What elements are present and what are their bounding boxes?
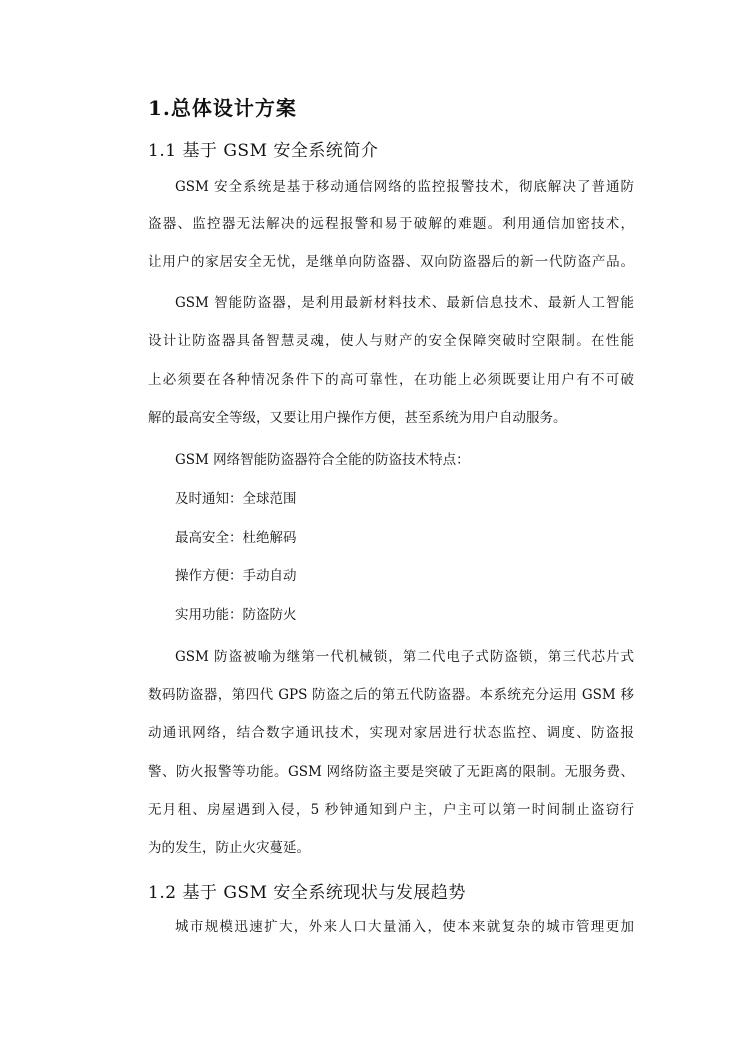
paragraph-line: 城市规模迅速扩大，外来人口大量涌入，使本来就复杂的城市管理更加 — [175, 919, 634, 935]
paragraph-line: 无月租、房屋遇到入侵，5 秒钟通知到户主，户主可以第一时间制止盗窃行 — [148, 802, 634, 818]
feature-item: 及时通知：全球范围 — [175, 491, 297, 507]
feature-item: 实用功能：防盗防火 — [175, 607, 297, 623]
section-heading-1-1: 1.1 基于 GSM 安全系统简介 — [148, 141, 379, 161]
paragraph-line: 动通讯网络，结合数字通讯技术，实现对家居进行状态监控、调度、防盗报 — [148, 725, 634, 741]
paragraph-line: 为的发生，防止火灾蔓延。 — [148, 840, 310, 856]
paragraph-line: 解的最高安全等级，又要让用户操作方便，甚至系统为用户自动服务。 — [148, 410, 567, 426]
feature-item: 操作方便：手动自动 — [175, 568, 297, 584]
paragraph-line: GSM 网络智能防盗器符合全能的防盗技术特点： — [175, 452, 470, 468]
feature-item: 最高安全：杜绝解码 — [175, 530, 297, 546]
paragraph-line: 设计让防盗器具备智慧灵魂，使人与财产的安全保障突破时空限制。在性能 — [148, 333, 634, 349]
paragraph-line: GSM 防盗被喻为继第一代机械锁，第二代电子式防盗锁，第三代芯片式 — [175, 649, 634, 665]
document-title: 1.总体设计方案 — [148, 96, 297, 120]
paragraph-line: 警、防火报警等功能。GSM 网络防盗主要是突破了无距离的限制。无服务费、 — [148, 764, 634, 780]
paragraph-line: 让用户的家居安全无忧，是继单向防盗器、双向防盗器后的新一代防盗产品。 — [148, 254, 634, 270]
paragraph-line: GSM 安全系统是基于移动通信网络的监控报警技术，彻底解决了普通防 — [175, 179, 634, 195]
paragraph-line: 上必须要在各种情况条件下的高可靠性，在功能上必须既要让用户有不可破 — [148, 372, 634, 388]
section-heading-1-2: 1.2 基于 GSM 安全系统现状与发展趋势 — [148, 883, 466, 903]
paragraph-line: 数码防盗器，第四代 GPS 防盗之后的第五代防盗器。本系统充分运用 GSM 移 — [148, 687, 634, 703]
paragraph-line: GSM 智能防盗器，是利用最新材料技术、最新信息技术、最新人工智能 — [175, 295, 634, 311]
paragraph-line: 盗器、监控器无法解决的远程报警和易于破解的难题。利用通信加密技术， — [148, 216, 634, 232]
